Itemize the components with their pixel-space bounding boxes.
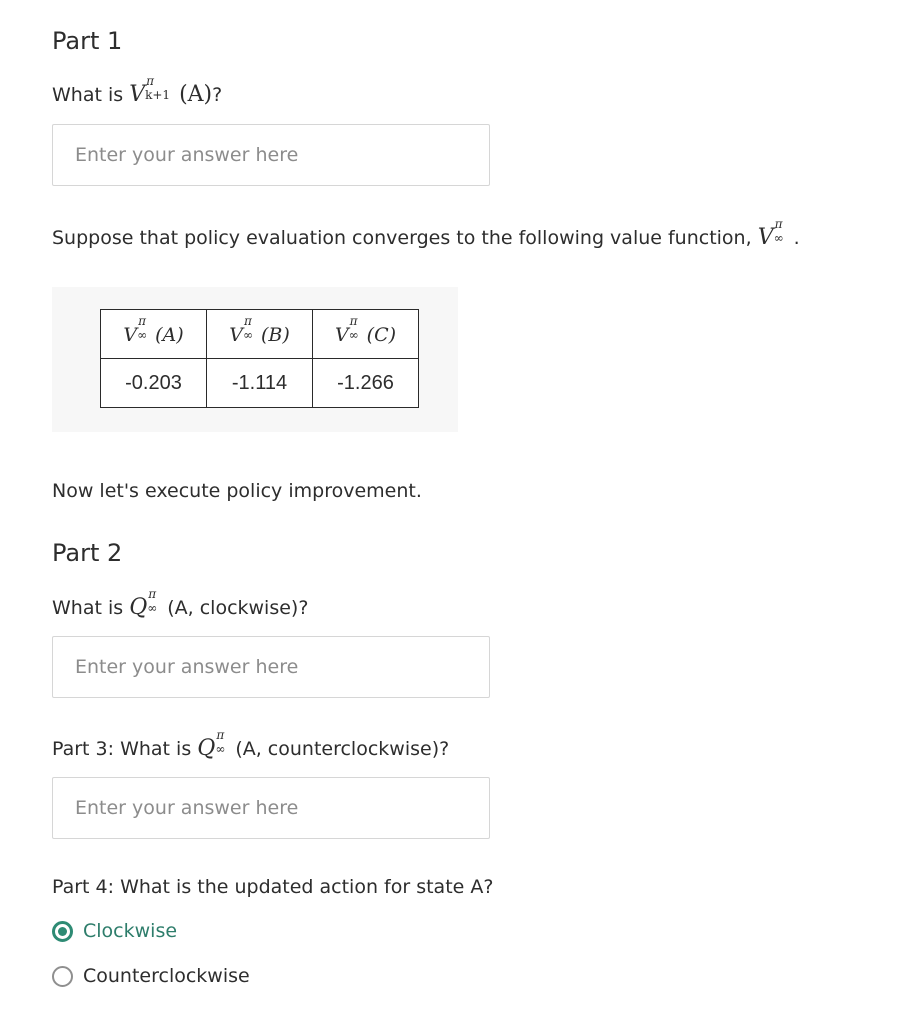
- converge-text-prefix: Suppose that policy evaluation converges to the following value function,: [52, 227, 758, 249]
- value-table-header-c: V π ∞ (C): [313, 310, 419, 359]
- radio-unselected-icon[interactable]: [52, 966, 73, 987]
- math-base: V: [757, 225, 774, 250]
- math-sup: π: [146, 74, 154, 88]
- math-sup: π: [148, 587, 157, 601]
- part2-question-prefix: What is: [52, 597, 130, 619]
- math-sup: π: [216, 728, 225, 742]
- part1-heading: Part 1: [52, 27, 123, 55]
- option-clockwise-label: Clockwise: [83, 920, 178, 942]
- math-arg: (A): [179, 82, 213, 107]
- option-counterclockwise[interactable]: [52, 965, 250, 987]
- value-table-cell-b: -1.114: [207, 359, 313, 408]
- converge-text-suffix: .: [793, 227, 800, 249]
- math-sub: k+1: [145, 88, 171, 102]
- part1-question: [52, 74, 223, 107]
- value-table-cell-c: -1.266: [313, 359, 419, 408]
- converge-text: [52, 217, 800, 250]
- radio-selected-icon[interactable]: [52, 921, 73, 942]
- value-table-value-row: [101, 359, 419, 408]
- math-sub: ∞: [147, 601, 158, 615]
- part2-question-suffix: (A, clockwise)?: [167, 597, 309, 619]
- part3-question-prefix: Part 3: What is: [52, 738, 198, 760]
- part1-question-suffix: ?: [212, 84, 223, 106]
- math-sup: π: [774, 217, 783, 231]
- value-table-header-a: V π ∞ (A): [101, 310, 207, 359]
- value-table-header-row: [101, 310, 419, 359]
- value-table-cell-a: -0.203: [101, 359, 207, 408]
- math-base: Q: [197, 736, 216, 761]
- option-clockwise[interactable]: [52, 920, 177, 942]
- math-sub: ∞: [773, 231, 784, 245]
- value-table-header-b: V π ∞ (B): [207, 310, 313, 359]
- part2-heading: Part 2: [52, 539, 123, 567]
- part3-question: [52, 728, 450, 761]
- part1-answer-input[interactable]: [52, 124, 490, 186]
- math-base: Q: [129, 595, 148, 620]
- part1-question-prefix: What is: [52, 84, 130, 106]
- part1-math: [129, 74, 213, 107]
- value-table-panel: [52, 287, 458, 432]
- part2-question: [52, 587, 309, 620]
- part2-math: [129, 587, 167, 620]
- converge-math: [757, 217, 794, 250]
- part2-answer-input[interactable]: [52, 636, 490, 698]
- option-counterclockwise-label: Counterclockwise: [83, 965, 250, 987]
- part4-question: Part 4: What is the updated action for state A?: [52, 876, 494, 898]
- part3-math: [197, 728, 235, 761]
- value-table: [100, 309, 419, 408]
- improvement-text: Now let's execute policy improvement.: [52, 480, 422, 502]
- part3-question-suffix: (A, counterclockwise)?: [235, 738, 450, 760]
- math-base: V: [129, 82, 146, 107]
- part3-answer-input[interactable]: [52, 777, 490, 839]
- math-sub: ∞: [215, 742, 226, 756]
